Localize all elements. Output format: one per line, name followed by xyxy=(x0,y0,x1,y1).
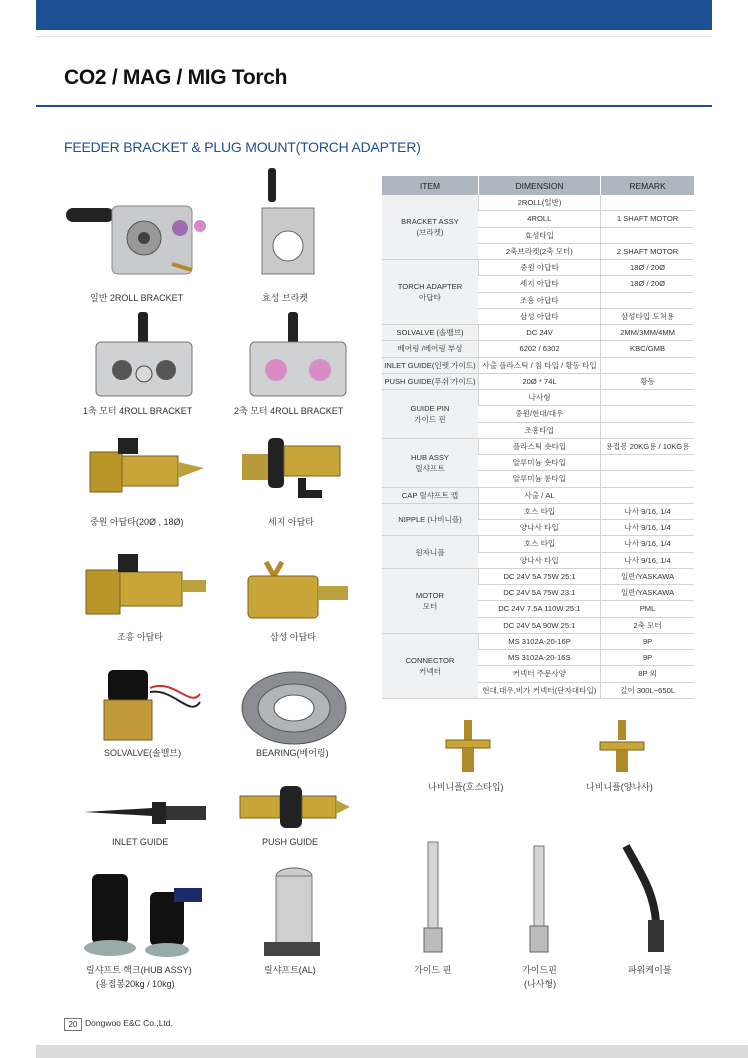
table-row xyxy=(382,568,694,584)
dimension-cell: 4ROLL xyxy=(478,211,600,227)
spec-table-header xyxy=(382,176,694,195)
remark-cell xyxy=(601,487,694,503)
remark-cell xyxy=(601,227,694,243)
remark-cell xyxy=(601,422,694,438)
company-name: Dongwoo E&C Co.,Ltd. xyxy=(85,1018,173,1028)
guide-pin-threaded-image xyxy=(524,844,554,960)
remark-cell xyxy=(601,195,694,211)
caption-power-cable: 파워케이블 xyxy=(628,965,672,975)
dimension-cell: 6202 / 6302 xyxy=(478,341,600,357)
caption-samsung-adapter: 삼성 아답타 xyxy=(270,632,316,642)
dimension-cell: 알루미늄 롱타입 xyxy=(478,471,600,487)
remark-cell: 삼성타입 도처용 xyxy=(601,308,694,324)
power-cable-image xyxy=(620,842,670,960)
item-cell: HUB ASSY 릴샤프트 xyxy=(382,438,478,487)
header-item: ITEM xyxy=(382,176,478,195)
spec-table xyxy=(382,176,694,699)
caption-guide-pin-threaded: 가이드핀 xyxy=(522,965,557,975)
table-row xyxy=(382,357,694,373)
remark-cell xyxy=(601,357,694,373)
remark-cell: 나사 9/16, 1/4 xyxy=(601,503,694,519)
caption-hub-assy-weight: (용접봉20kg / 10kg) xyxy=(96,979,175,989)
table-row xyxy=(382,341,694,357)
joheung-adapter-image xyxy=(82,550,212,622)
push-guide-image xyxy=(236,782,354,832)
table-row xyxy=(382,503,694,519)
caption-guide-pin-threaded-type: (나사형) xyxy=(524,979,557,989)
caption-seji-adapter: 세지 아답타 xyxy=(268,517,314,527)
inlet-guide-image xyxy=(80,794,210,830)
item-cell: GUIDE PIN 가이드 핀 xyxy=(382,390,478,439)
nipple-hose-image xyxy=(440,718,496,774)
remark-cell: 일반/YASKAWA xyxy=(601,568,694,584)
table-row xyxy=(382,373,694,389)
remark-cell: 8P 외 xyxy=(601,666,694,682)
remark-cell: 용접봉 20KG용 / 10KG용 xyxy=(601,438,694,454)
remark-cell xyxy=(601,390,694,406)
item-cell: 베어링 /베어링 부싱 xyxy=(382,341,478,357)
remark-cell xyxy=(601,471,694,487)
dimension-cell: 호스 타입 xyxy=(478,536,600,552)
caption-joheung-adapter: 조흥 아답타 xyxy=(117,632,163,642)
caption-jungwon-adapter: 중원 아답타(20Ø , 18Ø) xyxy=(90,517,184,527)
table-row xyxy=(382,325,694,341)
page-number: 20 xyxy=(64,1018,82,1031)
item-cell: PUSH GUIDE(푸쉬 가이드) xyxy=(382,373,478,389)
table-row xyxy=(382,195,694,211)
dimension-cell: MS 3102A-20-16P xyxy=(478,633,600,649)
item-cell: TORCH ADAPTER 아답타 xyxy=(382,260,478,325)
remark-cell: 18Ø / 20Ø xyxy=(601,276,694,292)
jungwon-adapter-image xyxy=(82,432,212,504)
caption-1shaft-4roll: 1축 모터 4ROLL BRACKET xyxy=(83,406,193,416)
dimension-cell: DC 24V 7.5A 110W 25:1 xyxy=(478,601,600,617)
dimension-cell: 현대,대우,비가 커넥터(단자대타입) xyxy=(478,682,600,698)
caption-reel-shaft-al: 릴샤프트(AL) xyxy=(264,965,316,975)
dimension-cell: 세지 아답타 xyxy=(478,276,600,292)
item-cell: BRACKET ASSY (브라켓) xyxy=(382,195,478,260)
dimension-cell: 알루미늄 숏타입 xyxy=(478,455,600,471)
item-cell: CONNECTOR 커넥터 xyxy=(382,633,478,698)
dimension-cell: DC 24V 5A 90W 25:1 xyxy=(478,617,600,633)
dimension-cell: 삼성 아답타 xyxy=(478,308,600,324)
caption-nipple-double: 나비니플(양나사) xyxy=(586,782,653,792)
dimension-cell: 중원/현대/대우 xyxy=(478,406,600,422)
dimension-cell: MS 3102A-20-16S xyxy=(478,650,600,666)
remark-cell: 나사 9/16, 1/4 xyxy=(601,520,694,536)
header-remark: REMARK xyxy=(601,176,694,195)
top-banner xyxy=(36,0,712,30)
table-row xyxy=(382,260,694,276)
dimension-cell: 2ROLL(일반) xyxy=(478,195,600,211)
table-row xyxy=(382,536,694,552)
page-title: CO2 / MAG / MIG Torch xyxy=(64,66,288,89)
table-row xyxy=(382,633,694,649)
remark-cell: 일반/YASKAWA xyxy=(601,585,694,601)
remark-cell: 길이 300L~650L xyxy=(601,682,694,698)
bottom-bar xyxy=(36,1045,748,1058)
item-cell: CAP 릴샤프트 캡 xyxy=(382,487,478,503)
item-cell: SOLVALVE (솔밸브) xyxy=(382,325,478,341)
caption-push-guide: PUSH GUIDE xyxy=(262,837,319,847)
caption-inlet-guide: INLET GUIDE xyxy=(112,837,169,847)
spec-table-body xyxy=(382,195,694,698)
guide-pin-image xyxy=(418,840,448,960)
remark-cell: 9P xyxy=(601,650,694,666)
caption-guide-pin: 가이드 핀 xyxy=(414,965,452,975)
table-row xyxy=(382,487,694,503)
dimension-cell: 조흥타입 xyxy=(478,422,600,438)
dimension-cell: 20Ø * 74L xyxy=(478,373,600,389)
remark-cell xyxy=(601,406,694,422)
title-divider xyxy=(36,105,712,107)
remark-cell: 황동 xyxy=(601,373,694,389)
reel-shaft-al-image xyxy=(258,866,324,962)
dimension-cell: 사출 / AL xyxy=(478,487,600,503)
caption-2shaft-4roll: 2축 모터 4ROLL BRACKET xyxy=(234,406,344,416)
caption-hyosung-bracket: 효성 브라켓 xyxy=(262,293,308,303)
remark-cell: 2 SHAFT MOTOR xyxy=(601,243,694,259)
table-row xyxy=(382,438,694,454)
bearing-image xyxy=(238,668,350,748)
1shaft-4roll-bracket-image xyxy=(88,312,198,402)
hyosung-bracket-image xyxy=(258,168,318,280)
remark-cell: 1 SHAFT MOTOR xyxy=(601,211,694,227)
item-cell: NIPPLE (나비니플) xyxy=(382,503,478,536)
dimension-cell: DC 24V 5A 75W 23:1 xyxy=(478,585,600,601)
dimension-cell: 커넥터 주문사양 xyxy=(478,666,600,682)
item-cell: INLET GUIDE(인렛 가이드) xyxy=(382,357,478,373)
top-divider xyxy=(36,36,712,37)
2roll-bracket-image xyxy=(62,198,212,280)
dimension-cell: 호스 타입 xyxy=(478,503,600,519)
remark-cell: KBC/GMB xyxy=(601,341,694,357)
remark-cell: 2축 모터 xyxy=(601,617,694,633)
section-title: FEEDER BRACKET & PLUG MOUNT(TORCH ADAPTER) xyxy=(64,139,421,155)
dimension-cell: 중원 아답타 xyxy=(478,260,600,276)
dimension-cell: 조흥 아답타 xyxy=(478,292,600,308)
remark-cell xyxy=(601,455,694,471)
header-dimension: DIMENSION xyxy=(478,176,600,195)
remark-cell: PML xyxy=(601,601,694,617)
caption-2roll-bracket: 일반 2ROLL BRACKET xyxy=(90,293,184,303)
dimension-cell: 양나사 타입 xyxy=(478,520,600,536)
remark-cell: 18Ø / 20Ø xyxy=(601,260,694,276)
table-row xyxy=(382,390,694,406)
remark-cell: 나사 9/16, 1/4 xyxy=(601,552,694,568)
dimension-cell: 효성타입 xyxy=(478,227,600,243)
caption-solvalve: SOLVALVE(솔밸브) xyxy=(104,748,182,758)
samsung-adapter-image xyxy=(244,560,352,626)
remark-cell: 나사 9/16, 1/4 xyxy=(601,536,694,552)
item-cell: 원자니플 xyxy=(382,536,478,569)
caption-bearing: BEARING(베어링) xyxy=(256,748,329,758)
remark-cell xyxy=(601,292,694,308)
dimension-cell: 사출 플라스틱 / 침 타입 / 황동 타입 xyxy=(478,357,600,373)
dimension-cell: 양나사 타입 xyxy=(478,552,600,568)
remark-cell: 2MM/3MM/4MM xyxy=(601,325,694,341)
dimension-cell: 2축브라켓(2축 모터) xyxy=(478,243,600,259)
caption-nipple-hose: 나비니플(호스타입) xyxy=(428,782,504,792)
dimension-cell: 플라스틱 숏타입 xyxy=(478,438,600,454)
solvalve-image xyxy=(94,668,204,744)
dimension-cell: 나사형 xyxy=(478,390,600,406)
hub-assy-image xyxy=(78,866,208,960)
caption-hub-assy: 릴샤프트 핵크(HUB ASSY) xyxy=(86,965,192,975)
remark-cell: 9P xyxy=(601,633,694,649)
dimension-cell: DC 24V 5A 75W 25:1 xyxy=(478,568,600,584)
dimension-cell: DC 24V xyxy=(478,325,600,341)
nipple-double-thread-image xyxy=(594,718,650,774)
item-cell: MOTOR 모터 xyxy=(382,568,478,633)
seji-adapter-image xyxy=(238,432,348,504)
2shaft-4roll-bracket-image xyxy=(244,312,352,402)
